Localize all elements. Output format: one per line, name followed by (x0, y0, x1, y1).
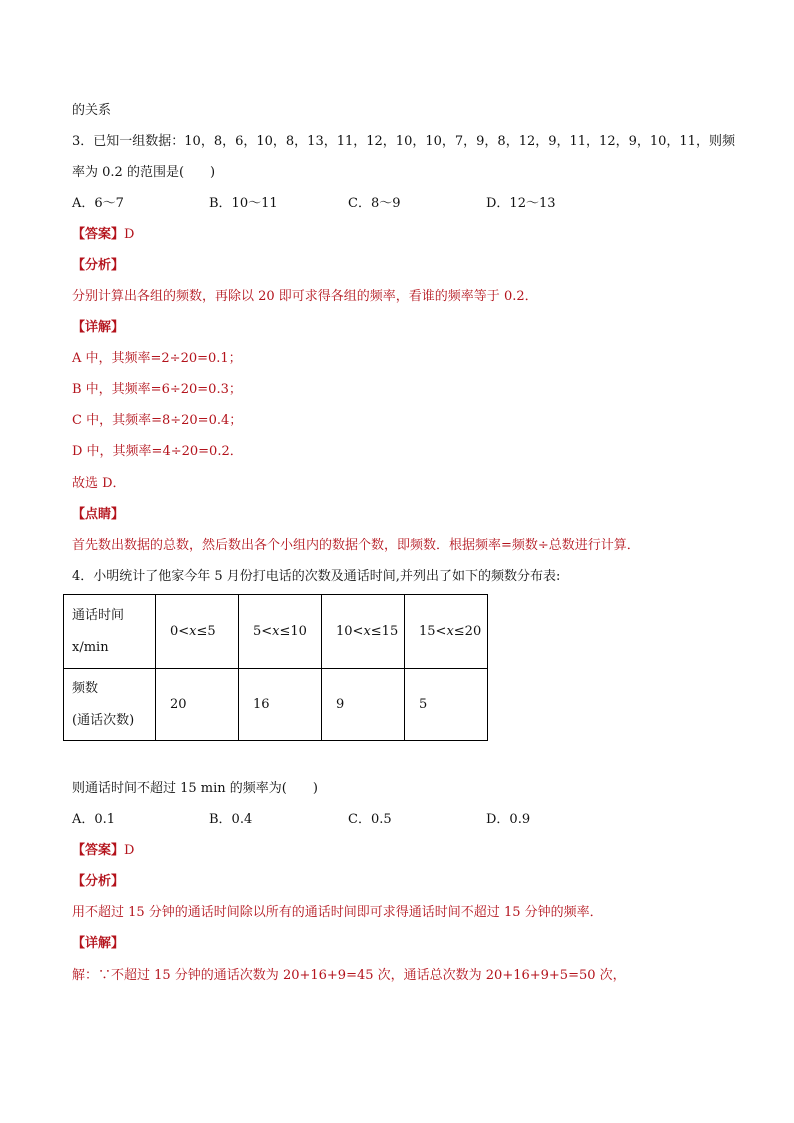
q3-stem-line1: 3．已知一组数据：10，8，6，10，8，13，11，12，10，10，7，9，8，12，9，11，12，9，10，11，则频 (72, 134, 735, 149)
table-row-frequency (64, 669, 488, 741)
q3-analysis-tag: 【分析】 (72, 258, 125, 273)
q3-comment-tag: 【点睛】 (72, 507, 125, 522)
table-cell-count: 9 (322, 669, 405, 741)
q3-detail-b: B 中，其频率=6÷20=0.3； (72, 382, 242, 397)
answer-value: D (124, 843, 135, 858)
q3-conclusion: 故选 D． (72, 476, 126, 491)
q3-comment: 首先数出数据的总数，然后数出各个小组内的数据个数，即频数．根据频率=频数÷总数进行计算． (72, 538, 640, 553)
q4-analysis: 用不超过 15 分钟的通话时间除以所有的通话时间即可求得通话时间不超过 15 分钟的频率． (72, 905, 603, 920)
q4-detail: 解：∵不超过 15 分钟的通话次数为 20+16+9=45 次，通话总次数为 20+16+9+5=50 次， (72, 968, 626, 983)
frequency-table (63, 594, 488, 741)
frequency-sublabel: (通话次数) (72, 712, 135, 728)
answer-value: D (124, 227, 135, 242)
duration-label: 通话时间 (72, 607, 125, 623)
q3-detail-c: C 中，其频率=8÷20=0.4； (72, 413, 243, 428)
q4-option-b: B．0.4 (209, 812, 253, 827)
previous-text-tail: 的关系 (72, 103, 112, 118)
q3-detail-d: D 中，其频率=4÷20=0.2． (72, 444, 243, 459)
q3-analysis: 分别计算出各组的频数，再除以 20 即可求得各组的频率，看谁的频率等于 0.2． (72, 289, 538, 304)
table-cell-interval: 10<x≤15 (322, 595, 405, 669)
q4-analysis-tag: 【分析】 (72, 874, 125, 889)
q3-detail-tag: 【详解】 (72, 320, 125, 335)
q4-option-d: D．0.9 (486, 812, 531, 827)
q4-question: 则通话时间不超过 15 min 的频率为( ) (72, 781, 318, 796)
frequency-label: 频数 (72, 680, 99, 696)
q4-answer (72, 842, 134, 860)
table-header-frequency (64, 669, 156, 741)
q3-detail-a: A 中，其频率=2÷20=0.1； (72, 351, 242, 366)
q4-stem: 4．小明统计了他家今年 5 月份打电话的次数及通话时间,并列出了如下的频数分布表: (72, 569, 561, 584)
table-row-duration (64, 595, 488, 669)
table-cell-interval: 15<x≤20 (405, 595, 488, 669)
duration-unit: x/min (72, 639, 109, 655)
q3-option-b: B．10～11 (209, 196, 278, 211)
table-cell-count: 16 (239, 669, 322, 741)
table-cell-count: 20 (156, 669, 239, 741)
answer-tag: 【答案】 (72, 843, 125, 858)
table-cell-interval: 0<x≤5 (156, 595, 239, 669)
table-header-duration (64, 595, 156, 669)
q3-option-c: C．8～9 (348, 196, 401, 211)
q4-option-c: C．0.5 (348, 812, 392, 827)
q3-stem-line2: 率为 0.2 的范围是( ) (72, 165, 216, 180)
answer-tag: 【答案】 (72, 227, 125, 242)
table-cell-interval: 5<x≤10 (239, 595, 322, 669)
q3-option-a: A．6～7 (72, 196, 124, 211)
q4-option-a: A．0.1 (72, 812, 116, 827)
table-cell-count: 5 (405, 669, 488, 741)
q3-answer (72, 226, 134, 244)
q4-detail-tag: 【详解】 (72, 936, 125, 951)
q3-option-d: D．12～13 (486, 196, 556, 211)
